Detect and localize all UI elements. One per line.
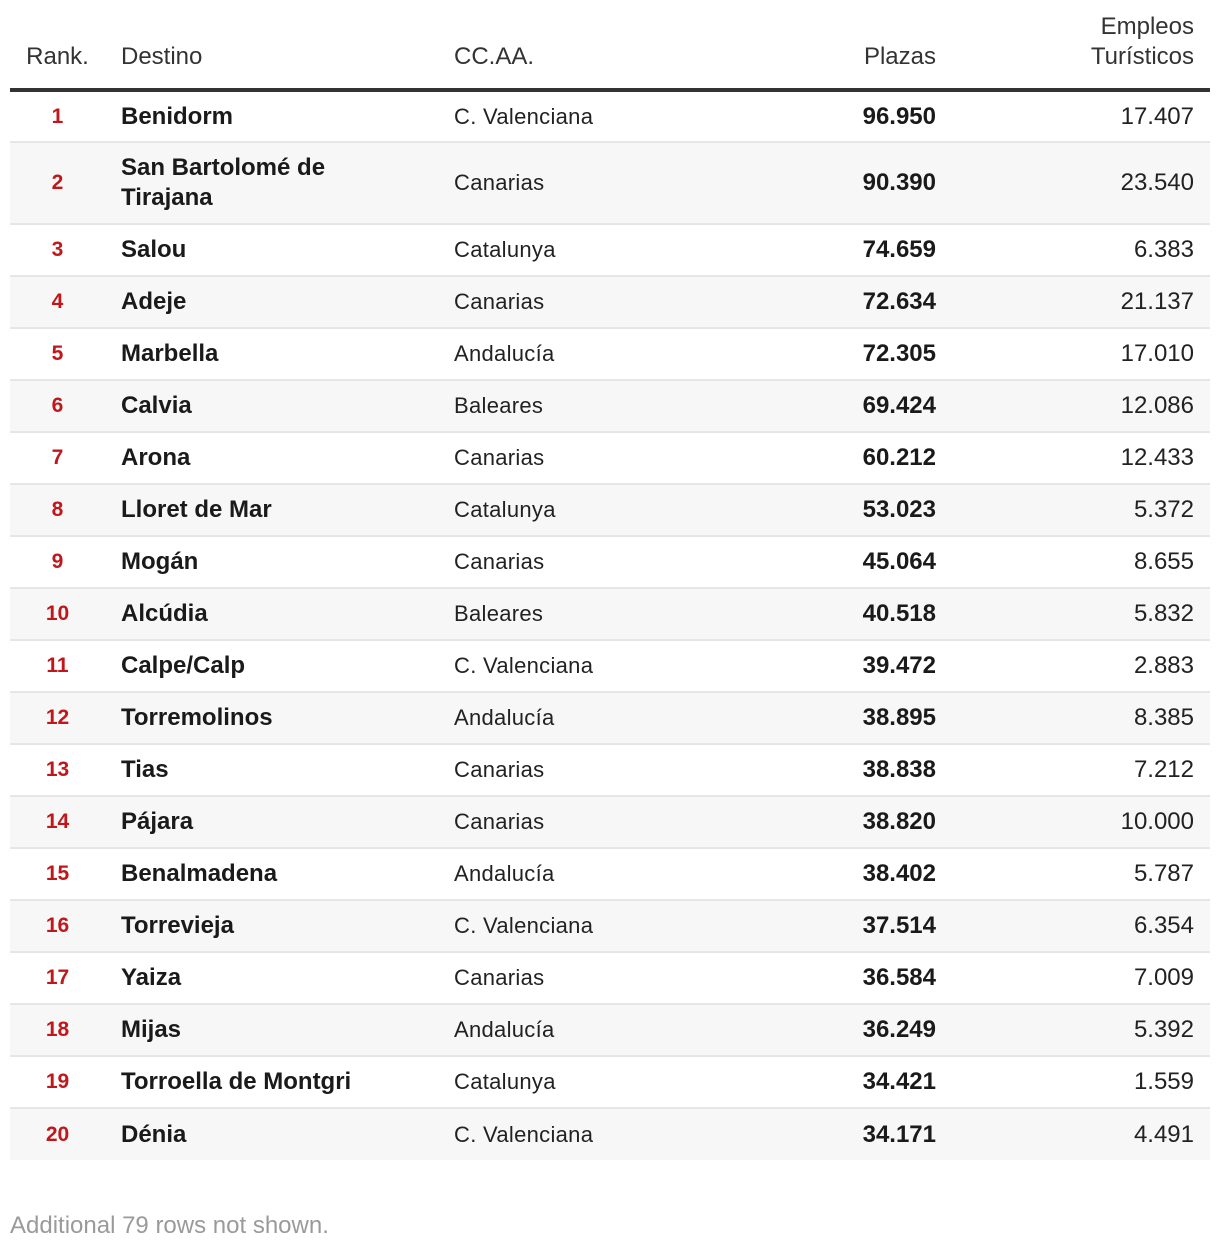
rank-cell: 5 (51, 342, 64, 365)
empleos-cell: 8.655 (1133, 548, 1194, 575)
empleos-cell: 5.392 (1133, 1016, 1194, 1043)
table-row (10, 432, 1210, 484)
ccaa-cell: Andalucía (454, 1017, 555, 1042)
empleos-cell: 2.883 (1133, 652, 1194, 679)
ccaa-cell: Andalucía (454, 341, 555, 366)
destino-cell: Lloret de Mar (121, 496, 272, 523)
rank-cell: 16 (45, 914, 70, 937)
empleos-cell: 4.491 (1133, 1120, 1194, 1148)
empleos-cell: 6.354 (1133, 912, 1194, 939)
table-row (10, 142, 1210, 224)
rank-cell: 18 (45, 1018, 70, 1041)
plazas-cell: 34.171 (862, 1120, 936, 1148)
plazas-cell: 34.421 (862, 1068, 936, 1095)
destino-cell: Benalmadena (121, 860, 278, 887)
empleos-cell: 5.832 (1133, 600, 1194, 627)
ccaa-cell: Andalucía (454, 861, 555, 886)
header-plazas[interactable]: Plazas (863, 43, 936, 70)
header-destino[interactable]: Destino (121, 43, 203, 70)
table-row (10, 536, 1210, 588)
ccaa-cell: C. Valenciana (454, 653, 594, 678)
rank-cell: 13 (45, 758, 70, 781)
table-row (10, 90, 1210, 142)
rank-cell: 17 (45, 966, 70, 989)
ccaa-cell: Baleares (454, 393, 544, 418)
ccaa-cell: Canarias (454, 289, 545, 314)
plazas-cell: 45.064 (862, 548, 936, 575)
plazas-cell: 38.895 (862, 704, 936, 731)
empleos-cell: 6.383 (1133, 236, 1194, 263)
rank-cell: 6 (51, 394, 64, 417)
table-row (10, 952, 1210, 1004)
destino-cell: Torroella de Montgri (121, 1068, 352, 1095)
plazas-cell: 60.212 (862, 444, 936, 471)
plazas-cell: 72.305 (862, 340, 936, 367)
empleos-cell: 21.137 (1120, 288, 1194, 315)
destinations-table (10, 0, 1210, 1160)
ccaa-cell: Andalucía (454, 705, 555, 730)
table-row (10, 692, 1210, 744)
empleos-cell: 12.086 (1120, 392, 1194, 419)
empleos-cell: 1.559 (1133, 1068, 1194, 1095)
empleos-cell: 17.407 (1120, 102, 1194, 130)
header-rank[interactable]: Rank. (26, 43, 89, 70)
rank-cell: 2 (51, 171, 64, 194)
destino-cell: Dénia (121, 1120, 187, 1148)
empleos-cell: 7.212 (1133, 756, 1194, 783)
header-row (10, 0, 1210, 90)
ccaa-cell: Catalunya (454, 497, 556, 522)
ccaa-cell: Canarias (454, 965, 545, 990)
table-body (10, 90, 1210, 1160)
destino-cell: San Bartolomé de Tirajana (121, 154, 326, 211)
ccaa-cell: Canarias (454, 170, 545, 195)
empleos-cell: 10.000 (1120, 808, 1194, 835)
plazas-cell: 38.838 (862, 756, 936, 783)
plazas-cell: 38.820 (862, 808, 936, 835)
ccaa-cell: Baleares (454, 601, 544, 626)
rank-cell: 19 (45, 1070, 70, 1093)
plazas-cell: 69.424 (862, 392, 936, 419)
rank-cell: 3 (51, 238, 64, 261)
header-ccaa[interactable]: CC.AA. (454, 43, 535, 70)
table-row (10, 640, 1210, 692)
plazas-cell: 38.402 (862, 860, 936, 887)
plazas-cell: 53.023 (862, 496, 936, 523)
table-row (10, 900, 1210, 952)
plazas-cell: 37.514 (862, 912, 936, 939)
table-row (10, 328, 1210, 380)
destino-cell: Torrevieja (121, 912, 234, 939)
plazas-cell: 40.518 (862, 600, 936, 627)
empleos-cell: 12.433 (1120, 444, 1194, 471)
empleos-cell: 17.010 (1120, 340, 1194, 367)
plazas-cell: 74.659 (862, 236, 936, 263)
ccaa-cell: Canarias (454, 445, 545, 470)
destino-cell: Mijas (121, 1016, 182, 1043)
table-row (10, 744, 1210, 796)
rank-cell: 10 (45, 602, 70, 625)
rank-cell: 8 (51, 498, 64, 521)
footnote: Additional 79 rows not shown. (10, 1212, 329, 1239)
table-row (10, 796, 1210, 848)
rank-cell: 15 (45, 862, 70, 885)
ccaa-cell: Catalunya (454, 237, 556, 262)
empleos-cell: 8.385 (1133, 704, 1194, 731)
destino-cell: Mogán (121, 548, 199, 575)
destino-cell: Yaiza (121, 964, 182, 991)
ccaa-cell: Canarias (454, 809, 545, 834)
empleos-cell: 7.009 (1133, 964, 1194, 991)
table-row (10, 1004, 1210, 1056)
destino-cell: Calvia (121, 392, 192, 419)
destino-cell: Calpe/Calp (121, 652, 246, 679)
destino-cell: Tias (121, 756, 169, 783)
ccaa-cell: Canarias (454, 549, 545, 574)
table-row (10, 1056, 1210, 1108)
plazas-cell: 36.584 (862, 964, 936, 991)
ccaa-cell: C. Valenciana (454, 1121, 594, 1147)
rank-cell: 7 (51, 446, 64, 469)
destino-cell: Salou (121, 236, 187, 263)
table-row (10, 1108, 1210, 1160)
table-header (10, 0, 1210, 90)
table-row (10, 380, 1210, 432)
table-row (10, 276, 1210, 328)
table-row (10, 848, 1210, 900)
destino-cell: Marbella (121, 340, 219, 367)
table-row (10, 484, 1210, 536)
plazas-cell: 39.472 (862, 652, 936, 679)
header-empleos[interactable] (952, 0, 1210, 90)
rank-cell: 14 (45, 810, 70, 833)
rank-cell: 1 (51, 104, 64, 128)
ccaa-cell: Catalunya (454, 1069, 556, 1094)
header-empleos-line2: Turísticos (1090, 43, 1194, 70)
ccaa-cell: Canarias (454, 757, 545, 782)
plazas-cell: 36.249 (862, 1016, 936, 1043)
ccaa-cell: C. Valenciana (454, 103, 594, 129)
destino-cell: Benidorm (121, 102, 234, 130)
destino-cell: Adeje (121, 288, 187, 315)
header-empleos-line1: Empleos (1100, 13, 1194, 40)
table-row (10, 588, 1210, 640)
destino-cell: Alcúdia (121, 600, 208, 627)
table-container (10, 0, 1210, 1160)
table-row (10, 224, 1210, 276)
plazas-cell: 96.950 (862, 102, 936, 130)
plazas-cell: 72.634 (862, 288, 936, 315)
rank-cell: 12 (45, 706, 70, 729)
rank-cell: 4 (51, 290, 64, 313)
ccaa-cell: C. Valenciana (454, 913, 594, 938)
rank-cell: 11 (46, 654, 69, 677)
destino-cell: Arona (121, 444, 191, 471)
destino-cell: Torremolinos (121, 704, 273, 731)
empleos-cell: 23.540 (1120, 169, 1194, 196)
rank-cell: 20 (45, 1122, 70, 1146)
rank-cell: 9 (51, 550, 64, 573)
destino-cell: Pájara (121, 808, 194, 835)
plazas-cell: 90.390 (862, 169, 936, 196)
empleos-cell: 5.787 (1133, 860, 1194, 887)
empleos-cell: 5.372 (1133, 496, 1194, 523)
